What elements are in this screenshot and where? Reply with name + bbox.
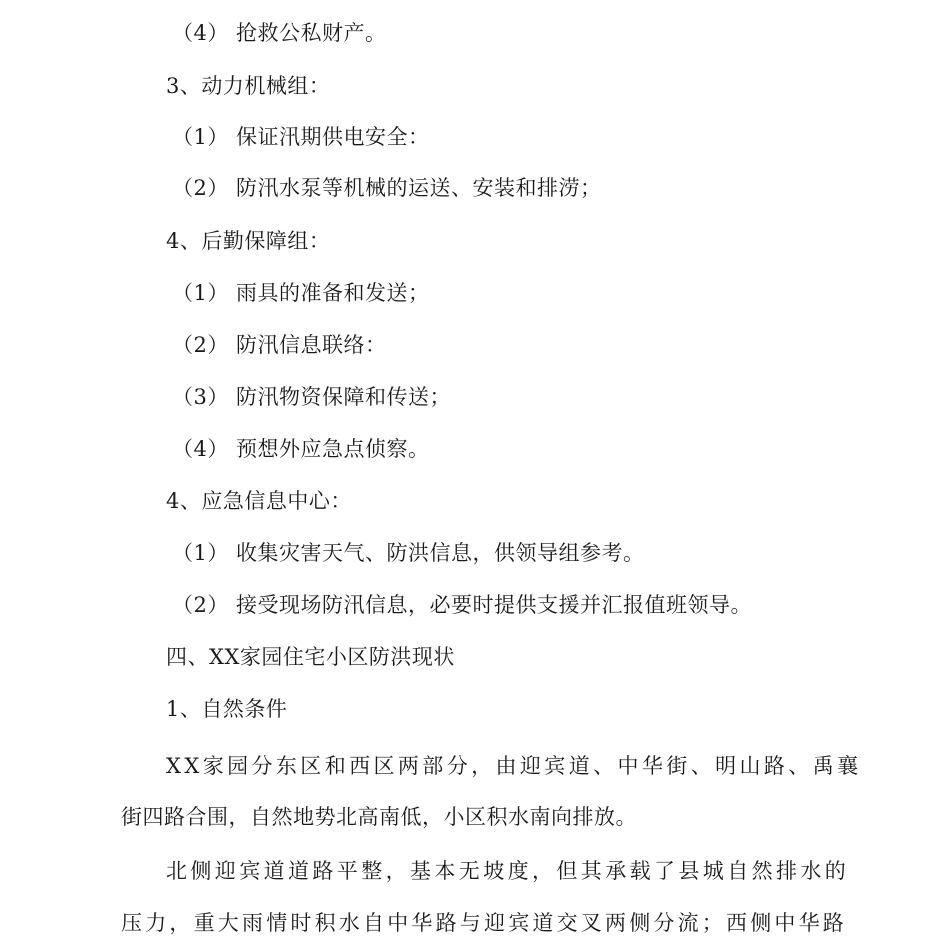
list-item-receive-info: （2） 接受现场防汛信息，必要时提供支援并汇报值班领导。: [172, 593, 753, 617]
list-item-info-liaison: （2） 防汛信息联络：: [172, 333, 387, 357]
paragraph-line: 街四路合围，自然地势北高南低，小区积水南向排放。: [121, 805, 637, 829]
paragraph-line: 压力，重大雨情时积水自中华路与迎宾道交叉两侧分流；西侧中华路: [121, 911, 847, 935]
list-item-reconnaissance: （4） 预想外应急点侦察。: [172, 437, 430, 461]
list-item-rain-gear: （1） 雨具的准备和发送；: [172, 281, 430, 305]
section-heading-power-machinery: 3、动力机械组：: [166, 74, 331, 98]
list-item-power-supply: （1） 保证汛期供电安全：: [172, 125, 430, 149]
list-item-pump-transport: （2） 防汛水泵等机械的运送、安装和排涝；: [172, 176, 602, 200]
section-heading-logistics: 4、后勤保障组：: [166, 229, 331, 253]
list-item-rescue-property: （4） 抢救公私财产。: [172, 21, 387, 45]
paragraph-line: 北侧迎宾道道路平整，基本无坡度，但其承载了县城自然排水的: [166, 859, 850, 883]
section-heading-natural-conditions: 1、自然条件: [166, 697, 288, 721]
section-heading-info-center: 4、应急信息中心：: [166, 489, 352, 513]
paragraph-line: XX家园分东区和西区两部分，由迎宾道、中华街、明山路、禹襄: [166, 754, 862, 778]
list-item-materials: （3） 防汛物资保障和传送；: [172, 385, 452, 409]
chapter-heading-status: 四、XX家园住宅小区防洪现状: [166, 645, 455, 669]
list-item-collect-weather: （1） 收集灾害天气、防洪信息，供领导组参考。: [172, 541, 645, 565]
